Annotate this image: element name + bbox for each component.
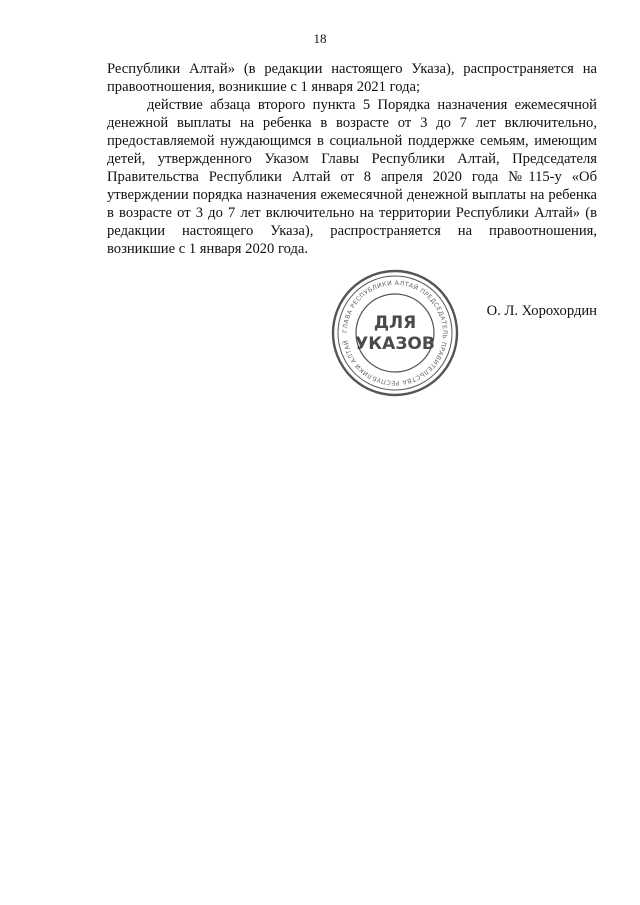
official-seal <box>330 268 460 398</box>
paragraph-effect-clause: действие абзаца второго пункта 5 Порядка назначения ежемесячной денежной выплаты на ребенка в возрасте от 3 до 7 лет включительно, предоставляемой нуждающимся в социальной поддержке семьям, имеющим детей, утвержденного Указом Главы Республики Алтай, Председателя Правительства Республики Алтай от 8 апреля 2020 года №115-у «Об утверждении порядка назначения ежемесячной денежной выплаты на ребенка в возрасте от 3 до 7 лет включительно на территории Республики Алтай» (в редакции настоящего Указа), распространяется на правоотношения, возникшие с 1 января 2020 года. <box>107 97 597 257</box>
seal-outer-ring <box>333 271 457 395</box>
seal-mid-ring <box>338 276 452 390</box>
paragraph-continuation: Республики Алтай» (в редакции настоящего Указа), распространяется на правоотношения, возникшие с 1 января 2021 года; <box>107 61 597 95</box>
seal-text-line2: УКАЗОВ <box>355 334 435 354</box>
seal-inner-ring <box>356 294 434 372</box>
seal-text-line1: ДЛЯ <box>373 313 417 333</box>
seal-ring-text: ГЛАВА РЕСПУБЛИКИ АЛТАЙ ПРЕДСЕДАТЕЛЬ ПРАВИТЕЛЬСТВА РЕСПУБЛИКИ АЛТАЙ <box>341 279 449 387</box>
document-body <box>107 60 597 258</box>
page-number: 18 <box>313 31 327 46</box>
signer-name: О. Л. Хорохордин <box>486 303 597 319</box>
